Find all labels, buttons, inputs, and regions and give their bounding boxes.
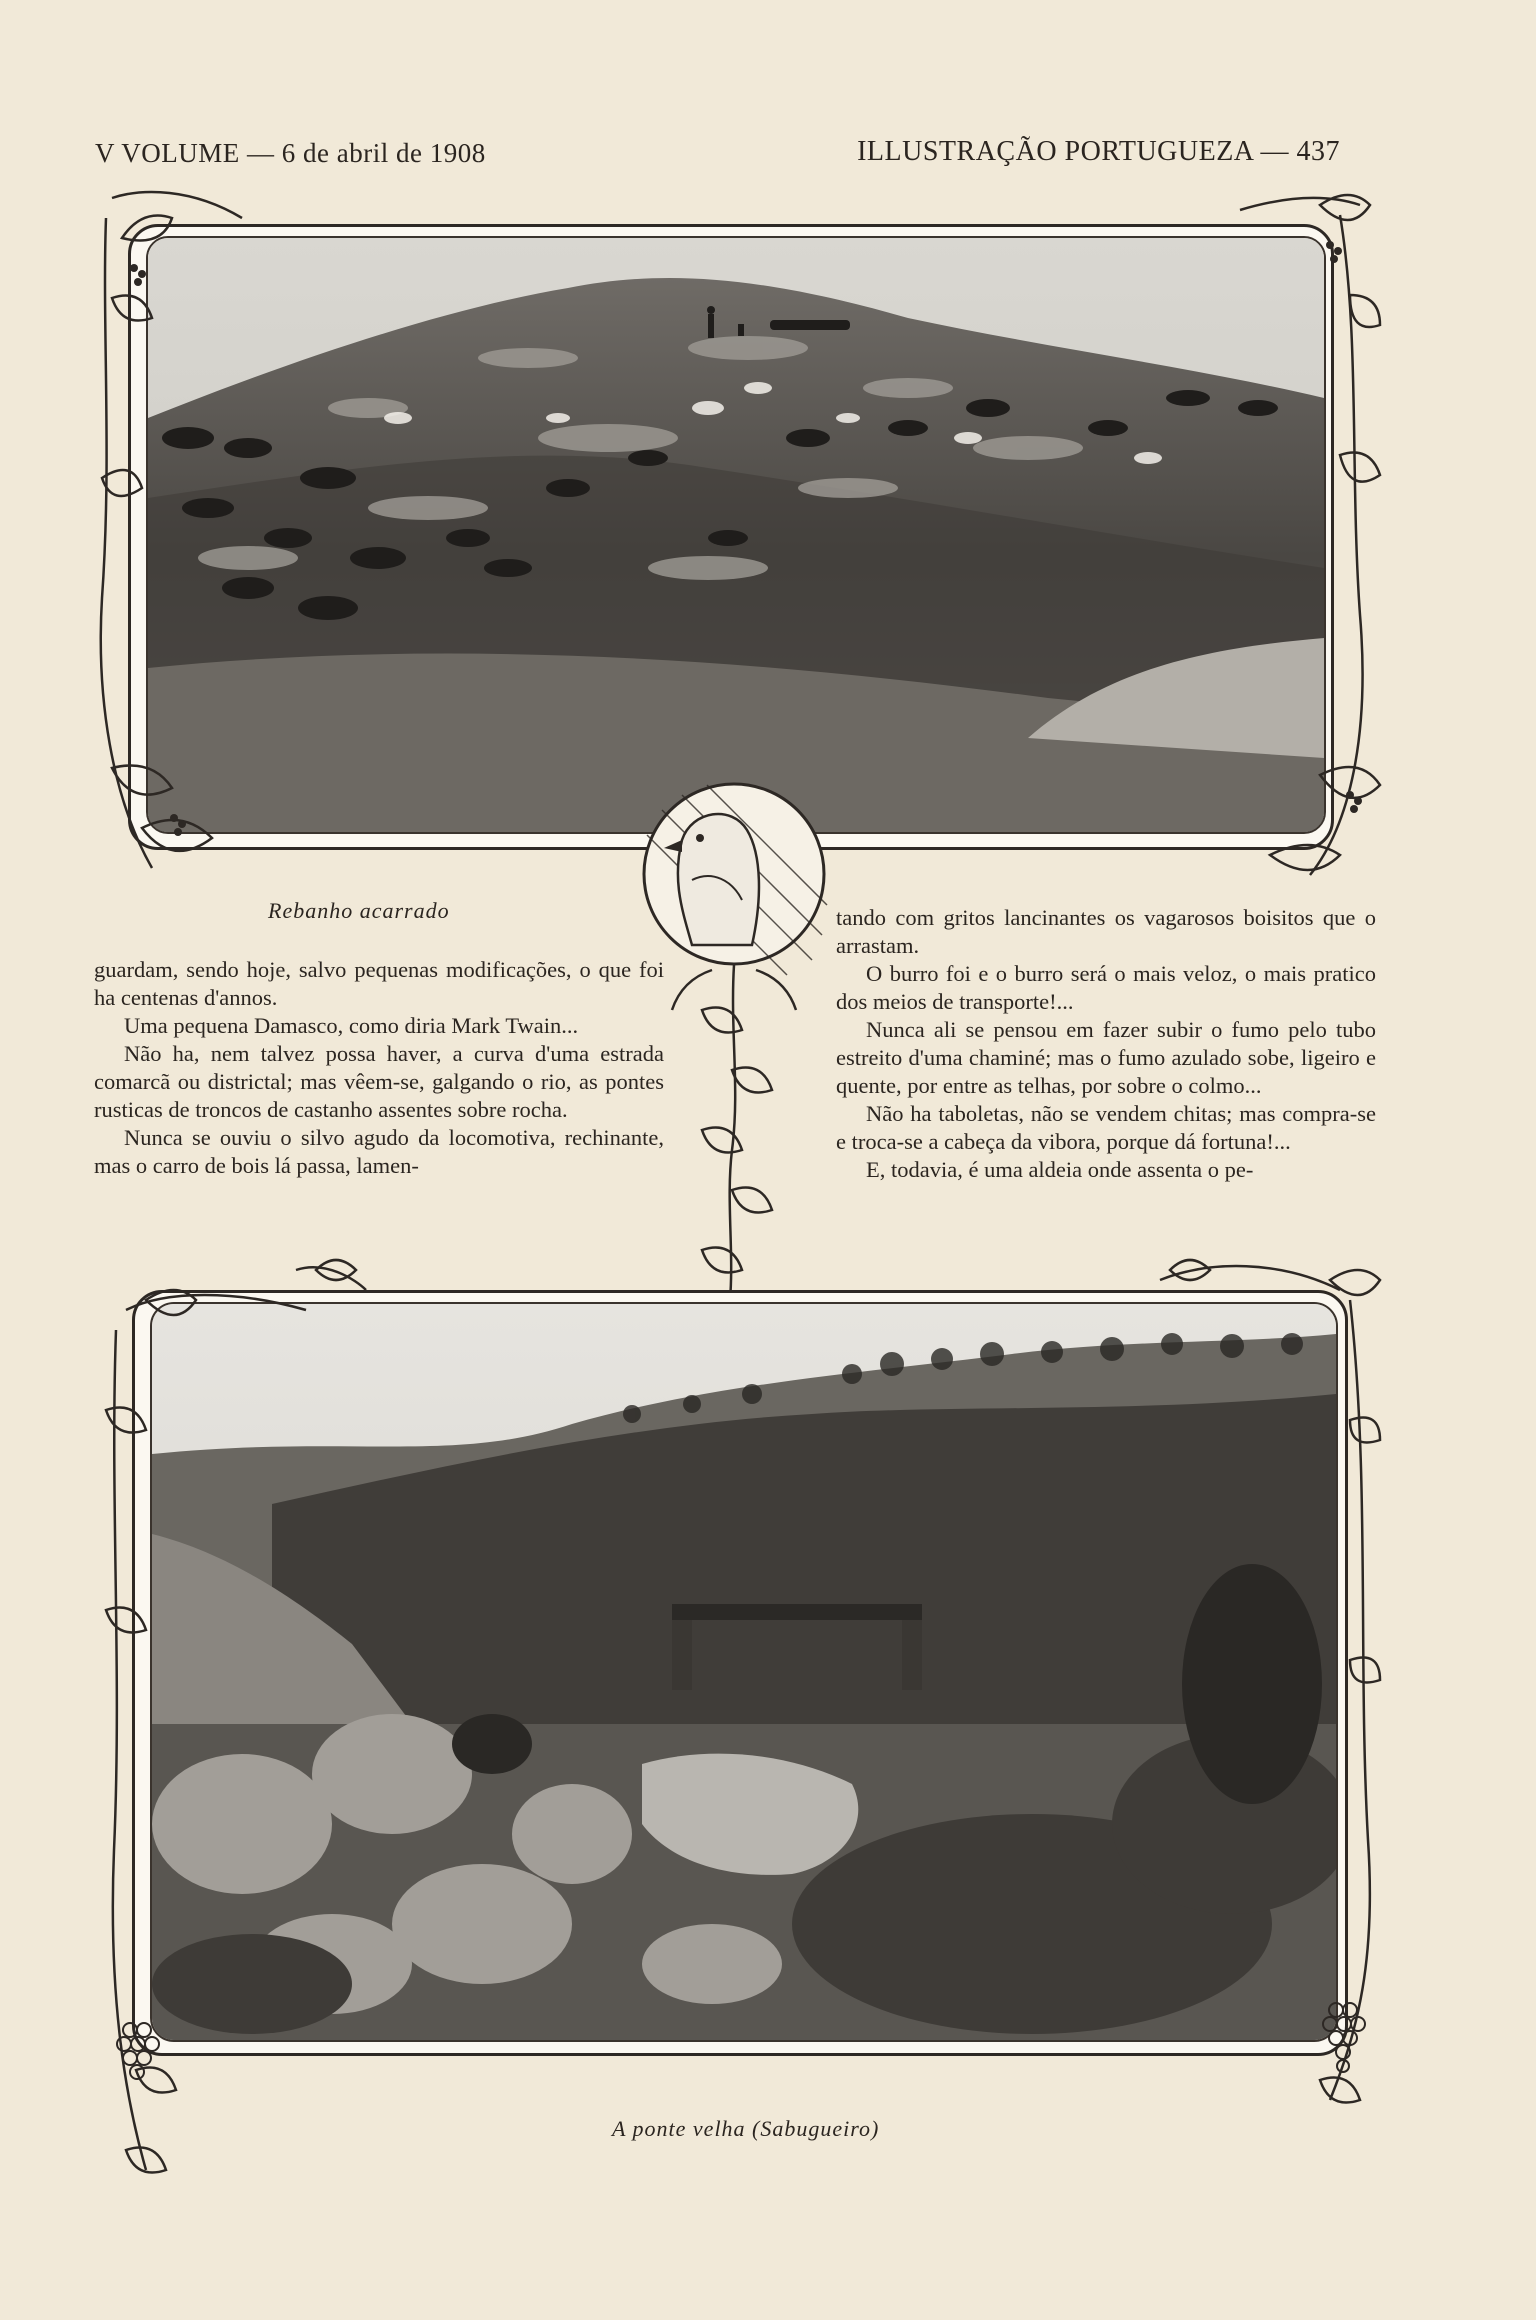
paragraph: O burro foi e o burro será o mais veloz, o mais pratico dos meios de transporte!... (836, 961, 1376, 1014)
article-left-column (94, 956, 664, 1180)
paragraph: Nunca se ouviu o silvo agudo da locomotiva, rechinante, mas o carro de bois lá passa, lamen- (94, 1125, 664, 1178)
grape-cluster-icon (110, 2010, 170, 2110)
paragraph: tando com gritos lancinantes os vagarosos boisitos que o arrastam. (836, 905, 1376, 958)
grape-cluster-icon (1316, 1990, 1376, 2090)
top-photo-caption: Rebanho acarrado (268, 898, 450, 923)
paragraph: Não ha taboletas, não se vendem chitas; mas compra-se e troca-se a cabeça da vibora, porque dá fortuna!... (836, 1101, 1376, 1154)
paragraph: E, todavia, é uma aldeia onde assenta o pe- (866, 1157, 1254, 1182)
magazine-title-page-number: ILLUSTRAÇÃO PORTUGUEZA — 437 (857, 136, 1340, 167)
vine-ornament-icon (1100, 1240, 1390, 2120)
paragraph: Não ha, nem talvez possa haver, a curva d'uma estrada comarcã ou districtal; mas vêem-se, galgando o rio, as pontes rusticas de troncos de castanho assentes sobre rocha. (94, 1041, 664, 1122)
paragraph: Nunca ali se pensou em fazer subir o fumo pelo tubo estreito d'uma chaminé; mas o fumo azulado sobe, ligeiro e quente, por entre as telhas, por sobre o colmo... (836, 1017, 1376, 1098)
article-right-column (836, 904, 1376, 1184)
bottom-photo-caption: A ponte velha (Sabugueiro) (612, 2116, 880, 2141)
paragraph: guardam, sendo hoje, salvo pequenas modificações, o que foi ha centenas d'annos. (94, 957, 664, 1010)
paragraph: Uma pequena Damasco, como diria Mark Twain... (124, 1013, 579, 1038)
volume-date-header: V VOLUME — 6 de abril de 1908 (95, 138, 486, 168)
vine-ornament-icon (1200, 175, 1390, 895)
vine-ornament-icon (82, 178, 282, 898)
flock-photo (146, 236, 1326, 834)
